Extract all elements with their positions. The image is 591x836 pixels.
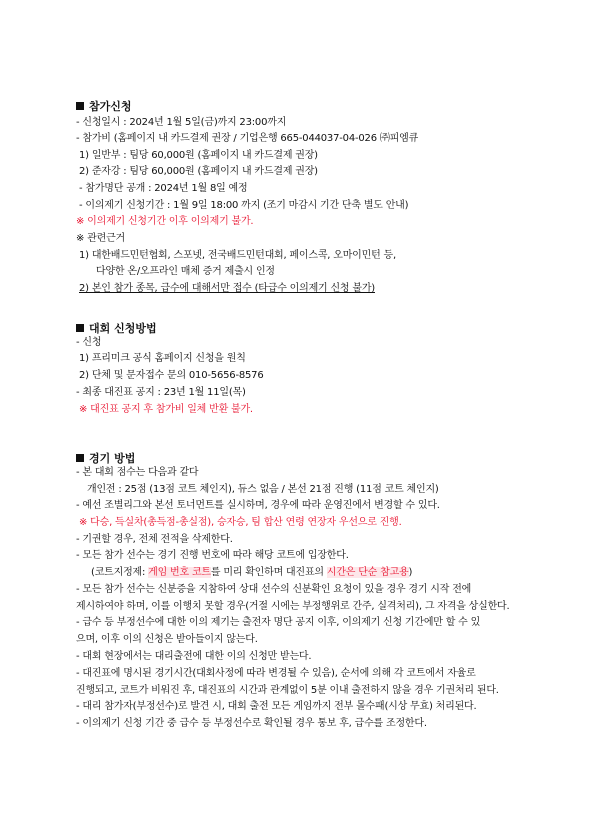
roster-announcement: - 참가명단 공개 : 2024년 1월 8일 예정: [79, 183, 248, 194]
section-title-application: 대회 신청방법: [76, 320, 157, 336]
id-check-rule: - 모든 참가 선수는 신분증을 지참하여 상대 선수의 신분확인 요청이 있을 경우 경기 시작 전에: [76, 584, 472, 595]
section-title-match-rules: 경기 방법: [76, 450, 135, 466]
objection-rule: - 급수 등 부정선수에 대한 이의 제기는 출전자 명단 공지 이후, 이의제기 신청 기간에만 할 수 있: [76, 617, 481, 628]
league-format: - 예선 조별리그와 본선 토너먼트를 실시하며, 경우에 따라 운영진에서 변경할 수 있다.: [76, 500, 440, 511]
onsite-objection-rule: - 대회 현장에서는 대리출전에 대한 이의 신청만 받는다.: [76, 651, 312, 662]
basis-item-1-cont: 다양한 온/오프라인 매체 증거 제출시 인정: [96, 266, 275, 277]
basis-item-2: 2) 본인 참가 종목, 급수에 대해서만 접수 (타급수 이의제기 신청 불가): [79, 283, 375, 294]
bracket-announcement: - 최종 대진표 공지 : 23년 1월 11일(목): [76, 387, 246, 398]
apply-heading: - 신청: [76, 337, 102, 348]
fee-general: 1) 일반부 : 팀당 60,000원 (홈페이지 내 카드결제 권장): [79, 150, 318, 161]
apply-group-sms: 2) 단체 및 문자접수 문의 010-5656-8576: [79, 370, 264, 381]
objection-rule-cont: 으며, 이후 이의 신청은 받아들이지 않는다.: [76, 634, 258, 645]
forfeit-rule: - 기권할 경우, 전체 전적을 삭제한다.: [76, 534, 233, 545]
square-bullet-icon: [76, 102, 84, 110]
proxy-player-rule: - 대리 참가자(부정선수)로 발견 시, 대회 출전 모든 게임까지 전부 몰수패(시상 무효) 처리된다.: [76, 701, 477, 712]
tiebreak-rule: ※ 다승, 득실차(총득점-총실점), 승자승, 팀 합산 연령 연장자 우선으로 진행.: [79, 517, 402, 528]
fee-semi-strong: 2) 준자강 : 팀당 60,000원 (홈페이지 내 카드결제 권장): [79, 166, 318, 177]
level-adjustment-rule: - 이의제기 신청 기간 중 급수 등 부정선수로 확인될 경우 통보 후, 급수를 조정한다.: [76, 718, 427, 729]
id-check-rule-cont: 제시하여야 하며, 이를 이행치 못할 경우(거절 시에는 부정행위로 간주, 실격처리), 그 자격을 상실한다.: [76, 601, 510, 612]
court-entry-rule: - 모든 참가 선수는 경기 진행 번호에 따라 해당 코트에 입장한다.: [76, 550, 349, 561]
highlight-game-number-court: 게임 번호 코트: [148, 567, 211, 578]
schedule-rule: - 대진표에 명시된 경기시간(대회사정에 따라 변경될 수 있음), 순서에 의해 각 코트에서 자율로: [76, 668, 476, 679]
refund-warning: ※ 대진표 공지 후 참가비 일체 반환 불가.: [79, 404, 253, 415]
objection-warning: ※ 이의제기 신청기간 이후 이의제기 불가.: [76, 216, 254, 227]
square-bullet-icon: [76, 454, 84, 462]
court-assignment-note: (코트지정제: 게임 번호 코트를 미리 확인하며 대진표의 시간은 단순 참고용): [91, 567, 413, 578]
objection-period: - 이의제기 신청기간 : 1월 9일 18:00 까지 (조기 마감시 기간 단축 별도 안내): [79, 200, 409, 211]
basis-heading: ※ 관련근거: [76, 233, 125, 244]
scoring-detail: 개인전 : 25점 (13점 코트 체인지), 듀스 없음 / 본선 21점 진행 (11점 코트 체인지): [87, 484, 439, 495]
highlight-time-reference: 시간은 단순 참고용: [326, 567, 409, 578]
apply-homepage: 1) 프리미크 공식 홈페이지 신청을 원칙: [79, 353, 246, 364]
schedule-rule-cont: 진행되고, 코트가 비워진 후, 대진표의 시간과 관계없이 5분 이내 출전하지 않을 경우 기권처리 된다.: [76, 685, 499, 696]
section-title-registration: 참가신청: [76, 98, 132, 114]
square-bullet-icon: [76, 324, 84, 332]
scoring-heading: - 본 대회 점수는 다음과 같다: [76, 467, 199, 478]
registration-deadline: - 신청일시 : 2024년 1월 5일(금)까지 23:00까지: [76, 117, 287, 128]
entry-fee: - 참가비 (홈페이지 내 카드결제 권장 / 기업은행 665-044037-04-026 ㈜피엠큐: [76, 133, 419, 144]
basis-item-1: 1) 대한배드민턴협회, 스포넷, 전국배드민턴대회, 페이스콕, 오마이민턴 등,: [79, 250, 396, 261]
